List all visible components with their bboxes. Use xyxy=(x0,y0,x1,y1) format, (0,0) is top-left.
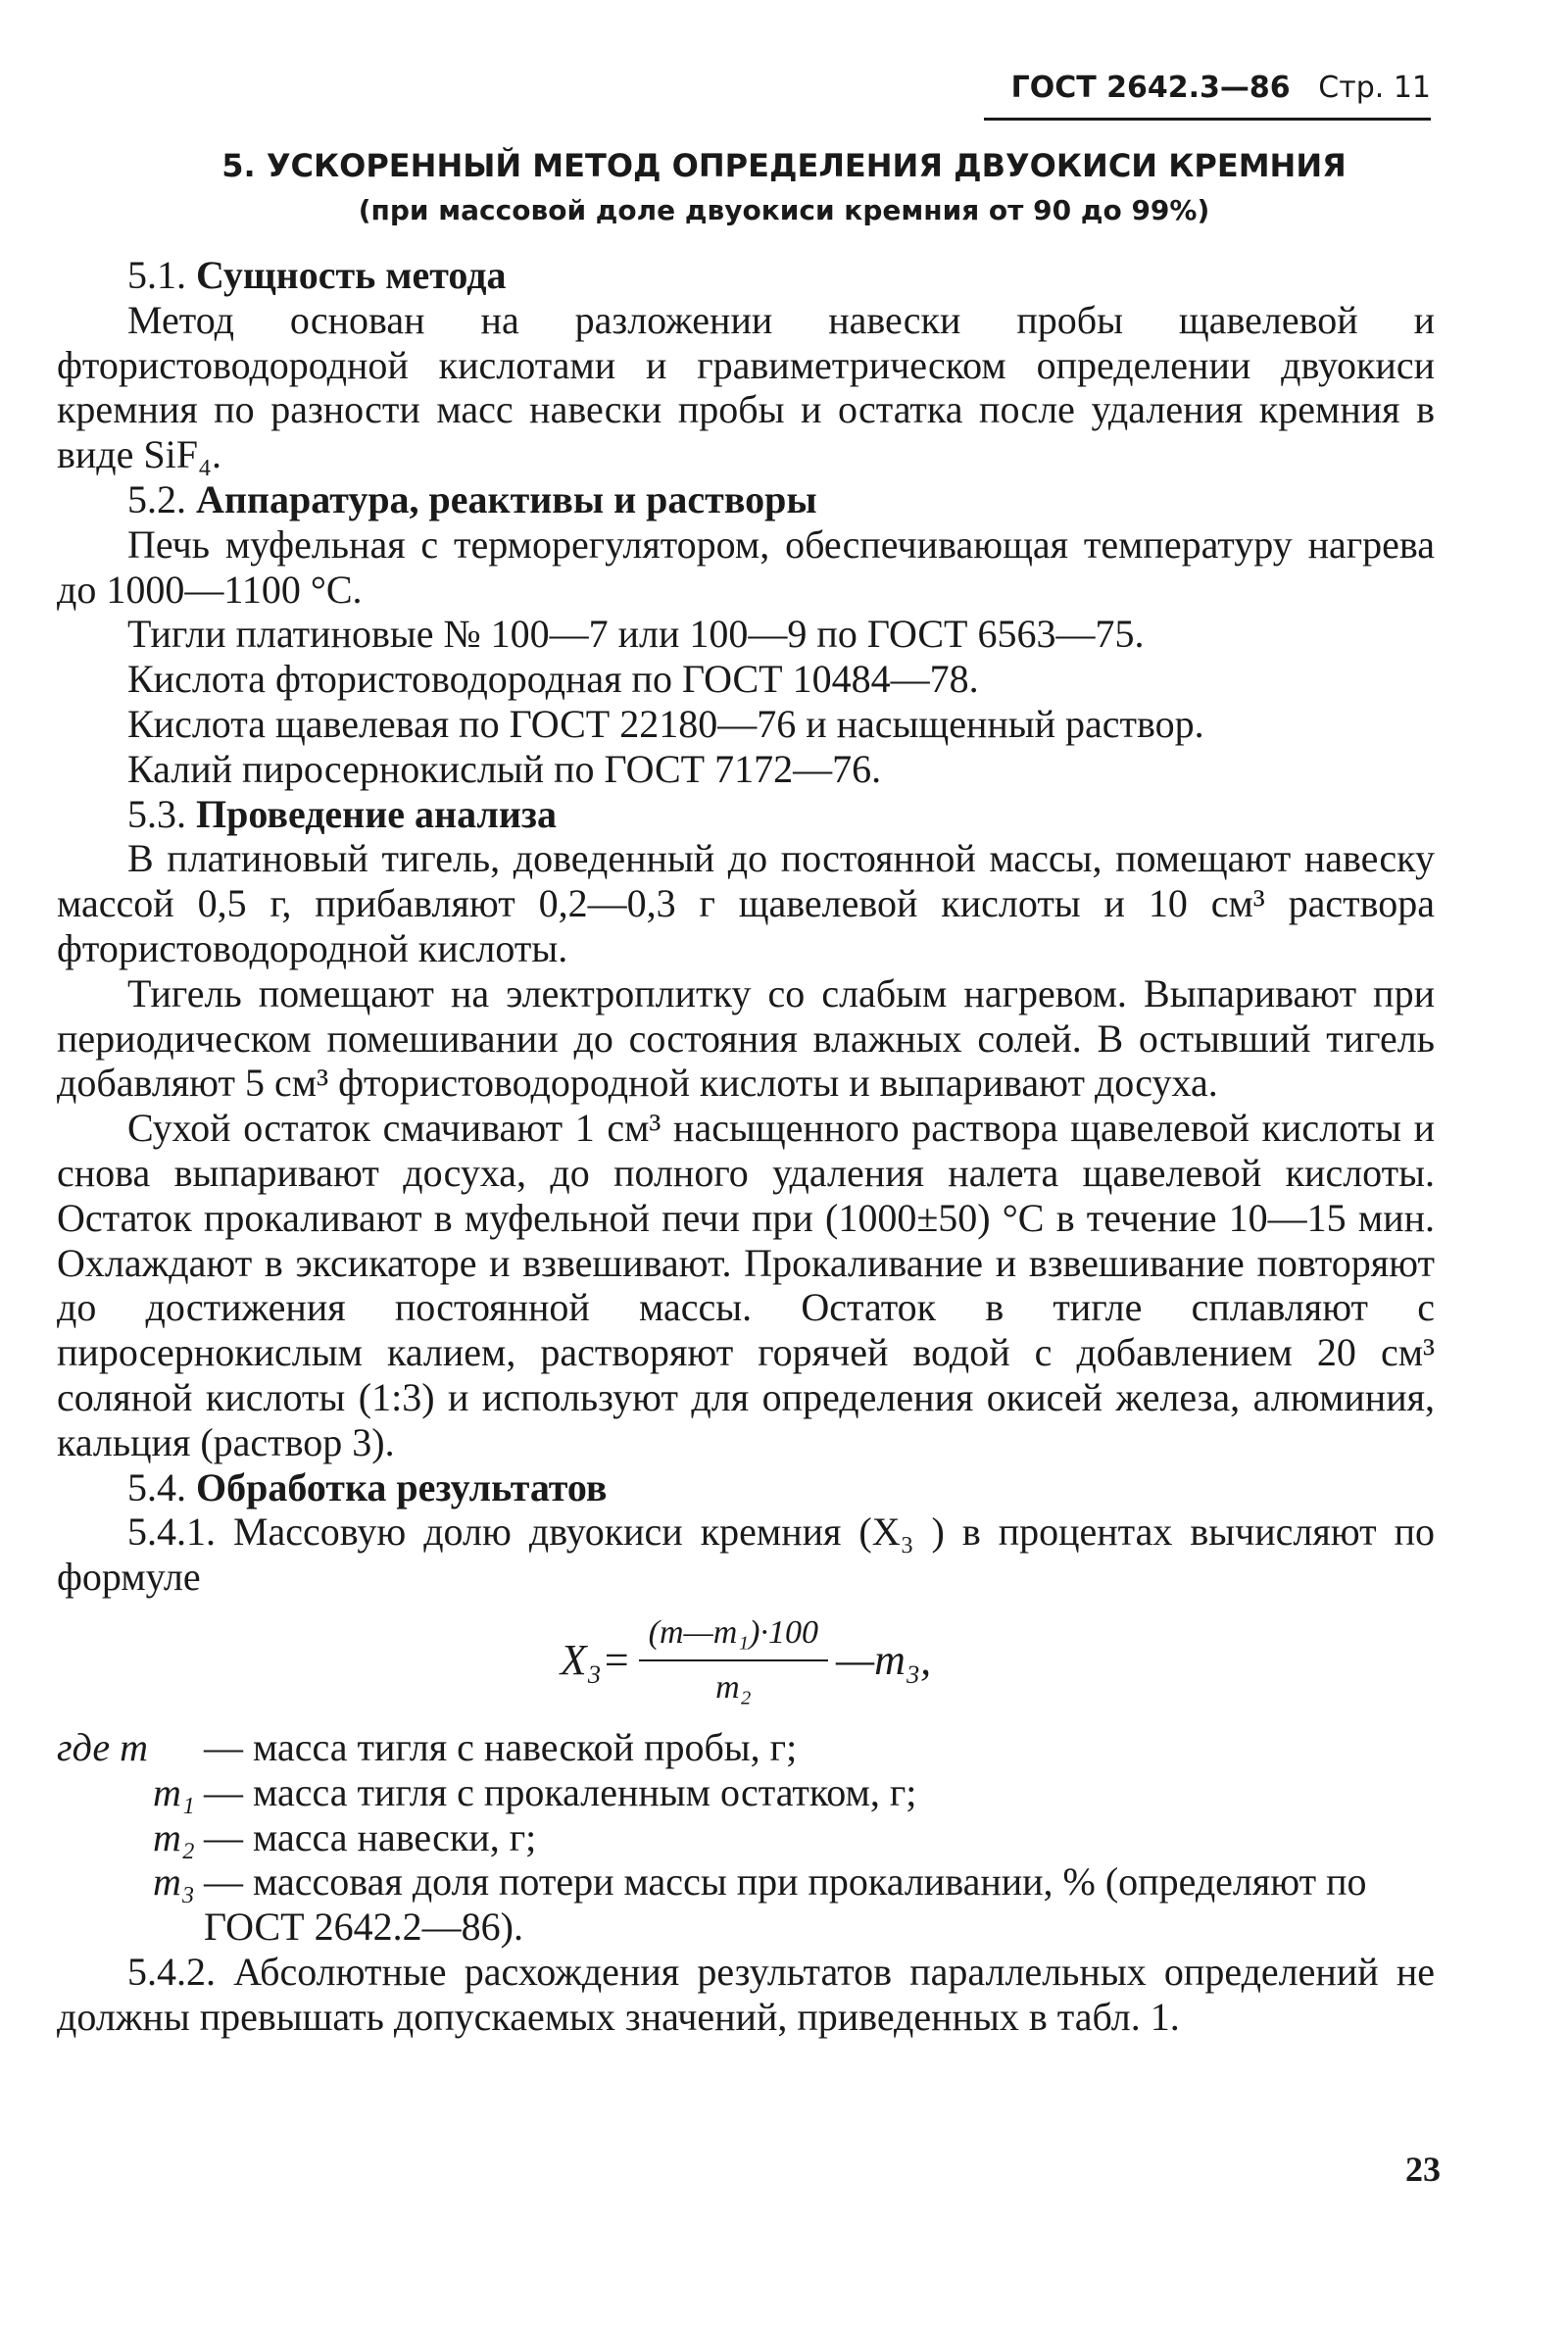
formula-fraction xyxy=(639,1610,828,1710)
variable-row: m₂ — масса навески, г; xyxy=(153,1814,537,1859)
list-item: Печь муфельная с терморегулятором, обеспечивающая температуру нагрева до 1000—1100 °C. xyxy=(57,521,1435,612)
page-header xyxy=(984,59,1431,121)
list-item: Тигли платиновые № 100—7 или 100—9 по ГОСТ 6563—75. xyxy=(127,612,1145,657)
paragraph-5-4-1: 5.4.1. Массовую долю двуокиси кремния (X₃ ) в процентах вычисляют по формуле xyxy=(57,1509,1435,1600)
list-item: Кислота щавелевая по ГОСТ 22180—76 и насыщенный раствор. xyxy=(127,701,1204,746)
paragraph: Сухой остаток смачивают 1 см³ насыщенного раствора щавелевой кислоты и снова выпаривают досуха, до полного удаления налета щавелевой кислоты. Остаток прокаливают в муфельной печи при (1000±50) °С в течение 10—15 мин. Охлаждают в эксикаторе и взвешивают. Прокаливание и взвешивание повторяют до достижения постоянной массы. Остаток в тигле сплавляют с пиросернокислым калием, растворяют горячей водой с добавлением 20 см³ соляной кислоты (1:3) и используют для определения окисей железа, алюминия, кальция (раствор 3). xyxy=(57,1106,1435,1464)
section-subtitle: (при массовой доле двуокиси кремния от 90 до 99%) xyxy=(358,194,1210,226)
formula-numerator: (m—m₁)·100 xyxy=(639,1610,828,1661)
paragraph: Тигель помещают на электроплитку со слабым нагревом. Выпаривают при периодическом помешивании до состояния влажных солей. В остывший тигель добавляют 5 см³ фтористоводородной кислоты и выпаривают досуха. xyxy=(57,970,1435,1106)
paragraph: В платиновый тигель, доведенный до постоянной массы, помещают навеску массой 0,5 г, прибавляют 0,2—0,3 г щавелевой кислоты и 10 см³ раствора фтористоводородной кислоты. xyxy=(57,836,1435,970)
section-title: 5. УСКОРЕННЫЙ МЕТОД ОПРЕДЕЛЕНИЯ ДВУОКИСИ КРЕМНИЯ xyxy=(221,147,1347,184)
paragraph-5-1: Метод основан на разложении навески пробы щавелевой и фтористоводородной кислотами и гравиметрическом определении двуокиси кремния по разности масс навески пробы и остатка после удаления кремния в виде SiF₄. xyxy=(57,297,1435,477)
subsection-heading-5-2: 5.2. Аппаратура, реактивы и растворы xyxy=(127,476,817,521)
standard-number: ГОСТ 2642.3—86 xyxy=(1010,71,1291,105)
variable-definitions xyxy=(57,1724,1435,1950)
formula-rhs: —m₃, xyxy=(835,1636,932,1684)
subsection-heading-5-4: 5.4. Обработка результатов xyxy=(127,1464,608,1509)
list-item: Кислота фтористоводородная по ГОСТ 10484—78. xyxy=(127,657,979,702)
page-number: 23 xyxy=(1405,2150,1441,2189)
subsection-heading-5-3: 5.3. Проведение анализа xyxy=(127,791,557,836)
document-body xyxy=(57,253,1435,2039)
formula-denominator: m₂ xyxy=(715,1668,752,1706)
formula-x3 xyxy=(57,1602,1435,1719)
paragraph-5-4-2: 5.4.2. Абсолютные расхождения результатов параллельных определений не должны превышать допускаемых значений, приведенных в табл. 1. xyxy=(57,1949,1435,2039)
variable-row: m₁ — масса тигля с прокаленным остатком, г; xyxy=(153,1769,917,1814)
variable-row: где m — масса тигля с навеской пробы, г; xyxy=(57,1724,798,1769)
subsection-heading-5-1: 5.1. Сущность метода xyxy=(127,253,507,297)
list-item: Калий пиросернокислый по ГОСТ 7172—76. xyxy=(127,746,882,791)
page-label: Стр. 11 xyxy=(1318,71,1431,105)
variable-row: m₃ — массовая доля потери массы при прокаливании, % (определяют по ГОСТ 2642.2—86). xyxy=(153,1859,1367,1950)
formula-lhs: X₃= xyxy=(560,1636,631,1684)
